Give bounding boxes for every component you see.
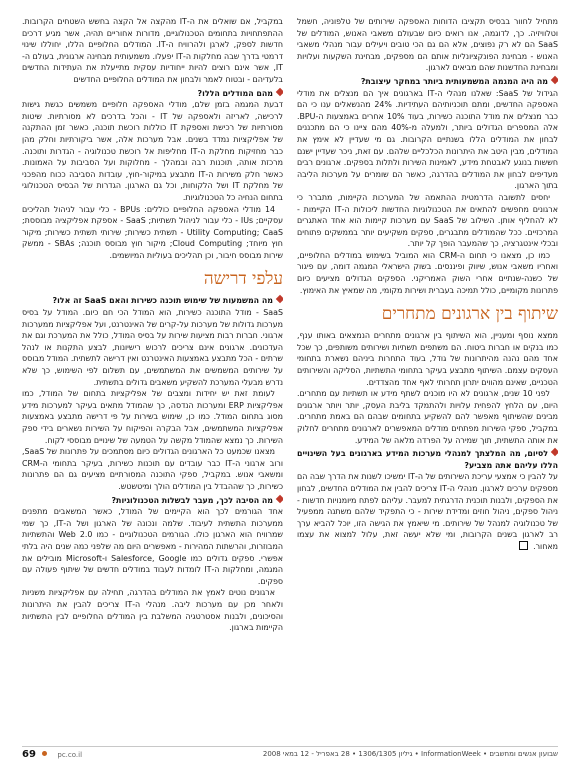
left-column [297,16,558,740]
diamond-bullet-icon [276,295,283,303]
paragraph: הגידול של SaaS: שאלנו מנהלי ה-IT בארגונים איך הם מנצלים את מודלי האספקה החדשים, ומתם תוכניותיהם העתידיות. 24% מהנשאלים ענו כי הם כבר מנצלים את מודל התוכנה כשירות, בעוד 10% אחרים באמצעות ה-BPU. אלה המספרים הגדולים ביותר, ולמעלה מ-40% מהם ציינו כי הם מתכננים לבחון את המודלים הללו בשנתיים הקרובות. גם מי שעדיין לא אימץ את המודלים, מבין היטב את היתרונות הכלכליים שלהם. עם זאת, ניכר שעדיין ישנם חששות בנוגע לאבטחת מידע, לאמינות השירות ולתלות בספקים. ארגונים רבים מעדיפים לבחון את המודלים בהדרגה, כאשר הם שומרים על מערכות הליבה בתוך הארגון. [297,88,558,191]
paragraph: יחסים לתשובה הדרמטית ההתאמה של המערכות הקיימות, מתברר כי ארגונים מחפשים להתאים את הטכנולוגיות החדשות ליכולות ה-IT הקיימות - לא להחליף אותן. השילוב של SaaS עם מערכות קיימות הוא אחד האתגרים המרכזיים. ככל שהמודלים מתבגרים, ספקים משקיעים יותר בממשקים פתוחים ובכלי אינטגרציה, כך שהמעבר הופך קל יותר. [297,192,558,249]
paragraph: דבעת המגמה בזמן שלם, מודלי האספקה חלופיים משמשים כגשת גישות לרכישה, לאריזה ולאספקה של IT - והכל בדרכים לא מסורתיות. שיטות מסורתיות של רכישת ואספקת IT כוללות רוכשת תוכנה, כאשר זמן ההתקנה של אפליקציות נמדד בשנים. אבל מערכות אלה, אשר ביקורתיות וחלק מהן כבר מחזיקות מחלקת ה-IT מחליפות אל רוכשת טכנולוגיה - הגדרות ותוכנה. מרכזת אותה, תוכנות רבה ובמהלך - מחלוקות ועל הסביבות על האמונות. כאשר חלק משירות ה-IT מתבצע במיקור-חוץ, עובדות הסביבה ככוח מהפכני של מחלקת IT ושל הלקוחות, וכל גם הארגון. הגדרות של הבסיס הטכנולוגי בתחום הנחיה כל הטכנולוגיות. [22,100,283,202]
diamond-bullet-icon [276,494,283,502]
paragraph: מצאנו שכמעט כל הארגונים הגדולים כיום מסתמכים על פתרונות של SaaS, ורוב ארגוני ה-IT כבר עובדים עם תוכנות כשירות, בעיקר בתחומי ה-CRM ומשאבי אנוש. במקביל, ספקי התוכנה המסורתיים מציעים גם הם פתרונות כשירות, כך שההבדל בין המודלים הולך ומיטשטש. [22,447,283,491]
question-heading: מהם המודלים הללו? [22,88,283,100]
site-link[interactable]: pc.co.il [57,750,83,759]
paragraph: במקביל, אם שואלים את ה-IT מהקצה אל הקצה בחשש השטחים הקרובות. ההתפתחויות בתחומים הטכנולוגיים, מדורות אחוריים תהיה, אשר מגיע דרכים חדשות לספק, לארגן ולהרוויח ה-IT. המודלים החלופיים הללו, יחוללו שינוי דרמטי בדרך שבה מחלקות ה-IT יפעלו. משמעותית מבחינה ארגונית, בעולם ה-IT, אשר אינם רוצים להיות ייחודיות עסקית מתייעלת את העתידות החדשים בלעדיהם - ובטוח לאמר ולבחון את המודלים החלופיים החדשים [22,17,283,84]
paragraph: ממצא נוסף ומעניין, הוא השיתוף בין ארגונים מתחרים הנמצאים באותו ענף, כמו בנקים או חברות ביטוח. הם משתפים תשתיות ושירותים משותפים, כך שכל אחד מהם נהנה מהיתרונות של גודל, בעוד התחרות ביניהם נשארת בתחומי העסקים עצמם. השיתוף מתבצע בעיקר בתחומי התשתיות, הסליקה והשירותים הטכניים, שאינם מהווים יתרון תחרותי לאף אחד מהצדדים. [297,331,558,387]
section-title: שיתוף בין ארגונים מתחרים [381,304,558,325]
paragraph: ארגונים נוטים לאמץ את המודלים בהדרגה, תחילה עם אפליקציות משניות ולאחר מכן עם מערכות ליבה. מנהלי ה-IT צריכים להבין את היתרונות והסיכונים, ולבנות אסטרטגיה המשלבת בין המודלים החלופיים לבין התשתיות הקיימות בארגון. [22,588,283,633]
end-of-article-icon [519,541,528,550]
paragraph: אחד הגורמים לכך הוא הקיימים של המודל, כאשר המשאבים מתפנים ממערכות התשתית לעיבוד. שלמה ונכונה של הארגון ושל ה-IT, כך שמי שמרוויח הוא הארגון כולו. הגורמים הטכנולוגיים - כמו Web 2.0 והתשתיות המבוזרות, והרשתות המהירות - מאפשרים היום מה שלפני כמה שנים היה בלתי אפשרי. ספקים גדולים כמו Salesforce, Google ו-Microsoft מובילים את המגמה, ומחלקות ה-IT לומדות לעבוד במודלים חדשים של שיתוף פעולה עם ספקים. [22,507,283,586]
diamond-bullet-icon [276,87,283,95]
question-heading: לסיום, מה המלצתך למנהלי מערכות המידע בארגונים בעל השינויים הללו עליהם אתה מצביע? [297,449,558,470]
page-number-group [22,749,82,760]
page-footer [22,746,558,761]
diamond-bullet-icon [551,448,558,456]
paragraph: כמו כן, מצאנו כי תחום ה-CRM הוא המוביל בשימוש במודלים החלופיים, ואחריו משאבי אנוש, שיווק ופיננסים. בשוק הישראלי המגמה דומה, עם פיגור של כשנה-שנתיים אחרי השוק האמריקני. הספקים הגדולים מציעים כיום פתרונות מקומיים, כולל תמיכה בעברית ושירות מקומי, מה שמאיץ את האימוץ. [297,250,558,295]
article-page [22,16,558,740]
footer-bullet-icon [42,751,47,756]
paragraph: SaaS - מודל התוכנה כשירות, הוא המודל הכי חם כיום. המודל על בסיס מערכות גדולות של מערכות על-קרים של האינטרנט, ועל אפליקציות ממערכות ארגוני. חברות רבות מציעות שירות על בסיס המודל, כולל את המערכת וגם את העדכונים. ארגונים אינם צריכים לרכוש רישיונות, לבצע התקנות או לנהל שרתים - הכל מתבצע באמצעות האינטרנט ואין דרישה לתשתית. המודל מבוסס על שירותים המשמשים את המשתמשים, עם תשלום לפי השימוש, כך שלא נדרש מבעלי המערכת להשקיע משאבים גדולים בתשתית. [22,308,283,387]
issue-info: שבועון אנשים ומחשבים • InformationWeek • גיליון 1306/1305 • 28 באפריל - 12 במאי 2008 [262,750,558,758]
section-title: עלפי דרישה [203,269,283,290]
question-heading: מה המשמעות של שימוש תוכנה כשירות והאם SaaS זה אלו? [22,295,283,307]
paragraph: 14 מודלי האספקה החלופיים כוללים: BPUs - כלי עבור לניהול תהליכים עסקיים; IUs - כלי עבור לניהול תשתיות; SaaS - אספקת אפליקציה מבוססת; Utility Computing; CaaS - תשתית כשירות; שירותי תשתית כשירות; מיקור חוץ מיוחד; Cloud Computing; מיקור חוץ מבוסס תוכנה; SBAs - ממשק שירות מבוסס חיבור, וכן תהליכים בעוליות המיושמים. [22,204,283,260]
diamond-bullet-icon [551,76,558,84]
question-heading: מה היה המגמה המשמעותית ביותר במחקר עיצובת? [297,76,558,88]
right-column [22,16,283,740]
page-number: 69 [22,748,36,760]
paragraph: מתחיל לחוור בבסיס תקציבו הדוחות האספקה שירותים של טלפוניה, חשמל וטלוויזיה. כך, לדוגמה, אנו רואים כיום שבעולם משאבי האנוש, המודלים של SaaS הם לא רק נפוצים, אלא הם גם הכי טובים ויעילים עבור מנהלי משאבי האנוש - מבחינת הפונקציונליות אותם הם מספקים, מבחינת השקעות ועלויות ומבחינת החדשנות שהם מביאים לארגון. [297,17,558,73]
paragraph: לעומת זאת יש יחידות ומצבים של אפליקציות בתחום של המודל, כמו אפליקציות ERP ומערכות הנדסה, כך שהמודל מתאים בעיקר למערכות מידע מסוג בתחום המודל. כמו כן, שימוש בשירות על פי דרישה מתבצע באמצעות אפליקציות המשתמשים, אבל הבקרה והפיקוח על השירות נשארים בידי ספק השירות. כך נמצא שהמודל מקשה על הטמעה של שינויים מבוססי לקוח. [22,389,283,445]
question-heading: מה הסיבה לכך, מעבר לבשלות הטכנולוגיות? [22,495,283,507]
paragraph: על להבין כי אמצעי עריכת השירותים של ה-IT ימשיכו לשנות את הדרך שבה הם מספקים ערכים לארגון. מנהלי ה-IT צריכים להבין את המודלים החדשים, לבחון את הספקים, ולבנות תוכנית הדרגתית למעבר. עליהם לפתח מיומנויות חדשות - ניהול ספקים, ניהול חוזים ומדידת שירות - כי התפקיד שלהם משתנה ממפעיל של טכנולוגיה למנהל של שירותים. מי שיאמץ את הגישה הזו, יוכל להביא ערך רב לארגון בשנים הקרובות, ומי שלא יעשה זאת, עלול למצוא את עצמו מאחור. [297,472,558,551]
paragraph: לפני 10 שנים, ארגונים לא היו מוכנים לשתף מידע או תשתיות עם מתחרים. היום, עם הלחץ להפחית עלויות ולהתמקד בליבת העסק, יותר ויותר ארגונים מבינים שהשיתוף מאפשר להם להשקיע בתחומים שבהם הם באמת מתחרים. במקביל, ספקי השירות מפתחים מודלים המאפשרים לארגונים מתחרים לחלוק את אותה התשתית, תוך שמירה על הפרדה מלאה של המידע. [297,389,558,445]
